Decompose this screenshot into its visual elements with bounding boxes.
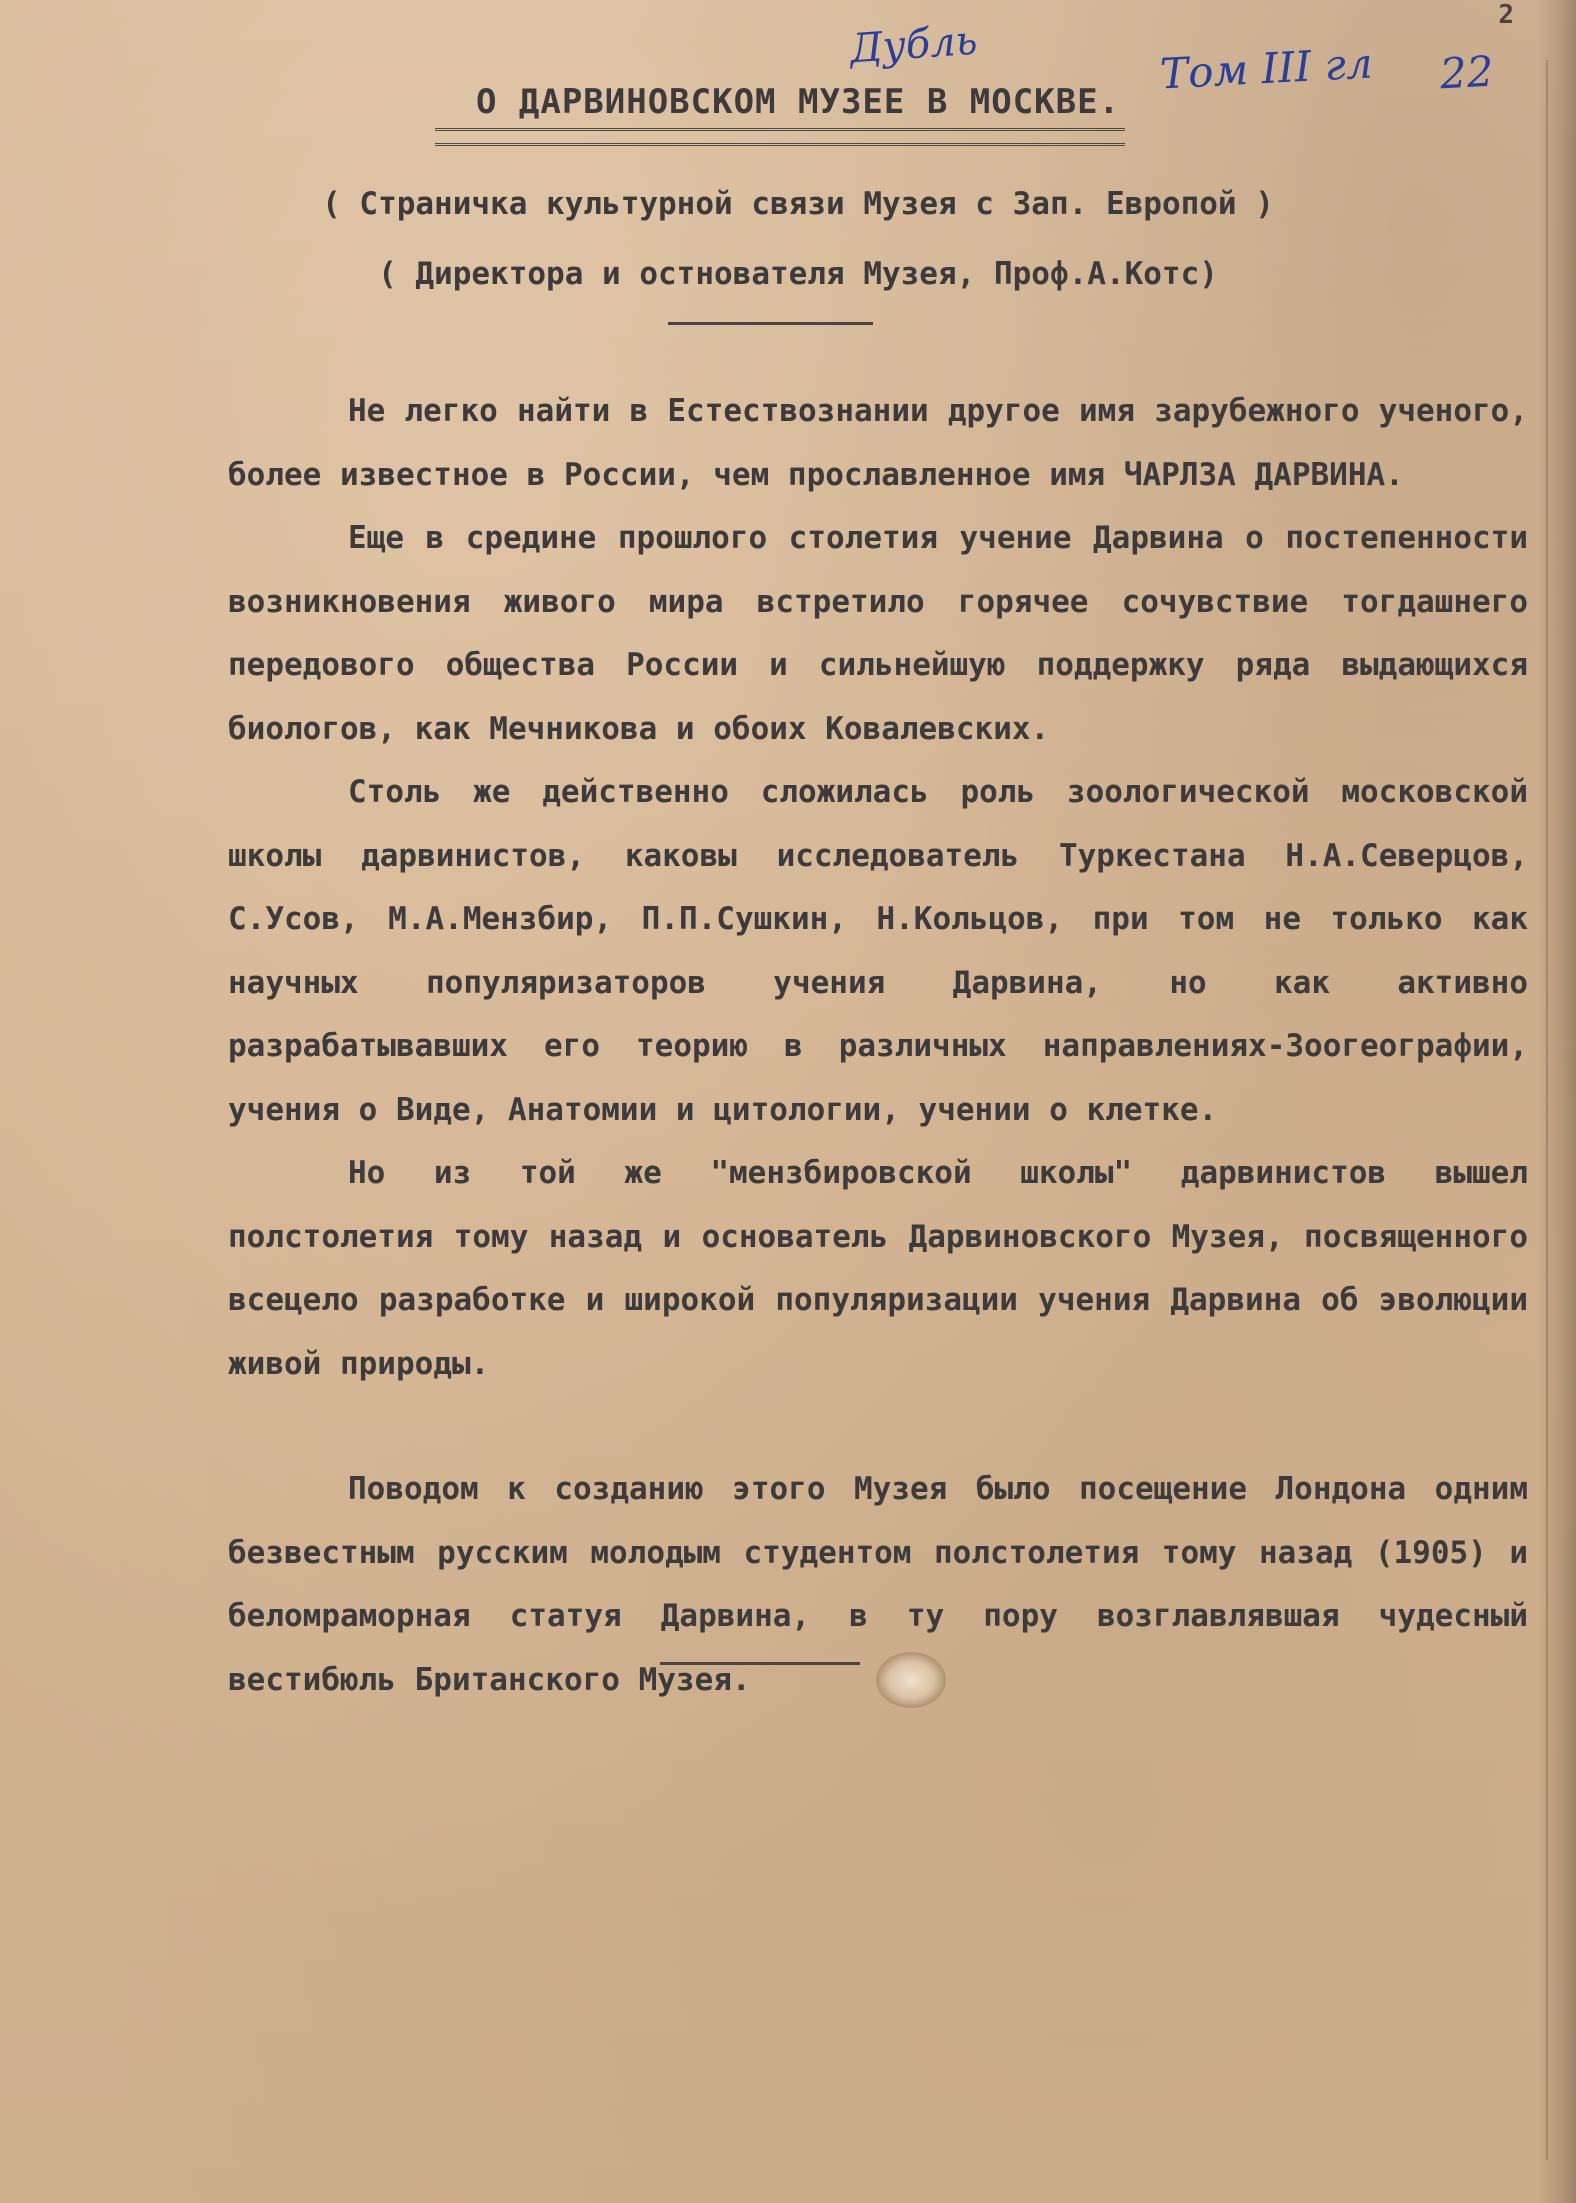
section-divider-top: [668, 322, 873, 325]
paragraph-3: Столь же действенно сложилась роль зоологической московской школы дарвинистов, каковы исследователь Туркестана Н.А.Северцов, С.Усов, М.А.Мензбир, П.П.Сушкин, Н.Кольцов, при том не только как научных популяризаторов учения Дарвина, но как активно разрабатывавших его теорию в различных направлениях-Зоогеографии, учения о Виде, Анатомии и цитологии, учении о клетке.: [228, 774, 1528, 1128]
handwritten-note-dubl: Дубль: [848, 17, 979, 73]
subtitle-line-2: ( Директора и остнователя Музея, Проф.А.Котс): [378, 256, 1218, 292]
section-divider-middle: [660, 1662, 860, 1665]
page-edge-line: [1546, 60, 1548, 2160]
document-body: [228, 380, 1528, 1712]
handwritten-note-volume: Том III гл: [1158, 38, 1374, 99]
page-edge-shadow: [1536, 0, 1576, 2203]
paragraph-2: Еще в средине прошлого столетия учение Дарвина о постепенности возникновения живого мира встретило горячее сочувствие тогдашнего передового общества России и сильнейшую поддержку ряда выдающихся биологов, как Мечникова и обоих Ковалевских.: [228, 520, 1528, 747]
paragraph-1: Не легко найти в Естествознании другое имя зарубежного ученого, более известное в России, чем прославленное имя ЧАРЛЗА ДАРВИНА.: [228, 393, 1528, 493]
paragraph-5: Поводом к созданию этого Музея было посещение Лондона одним безвестным русским молодым студентом полстолетия тому назад (1905) и беломраморная статуя Дарвина, в ту пору возглавлявшая чудесный вестибюль Британского Музея.: [228, 1471, 1528, 1698]
paragraph-4: Но из той же "мензбировской школы" дарвинистов вышел полстолетия тому назад и основатель Дарвиновского Музея, посвященного всецело разработке и широкой популяризации учения Дарвина об эволюции живой природы.: [228, 1155, 1528, 1382]
page-number: 2: [1498, 0, 1514, 30]
subtitle-line-1: ( Страничка культурной связи Музея с Зап. Европой ): [322, 186, 1274, 222]
paper-stain: [876, 1652, 946, 1708]
title-double-underline: [435, 128, 1125, 146]
handwritten-note-number: 22: [1438, 46, 1495, 99]
document-title: О ДАРВИНОВСКОМ МУЗЕЕ В МОСКВЕ.: [475, 82, 1121, 122]
